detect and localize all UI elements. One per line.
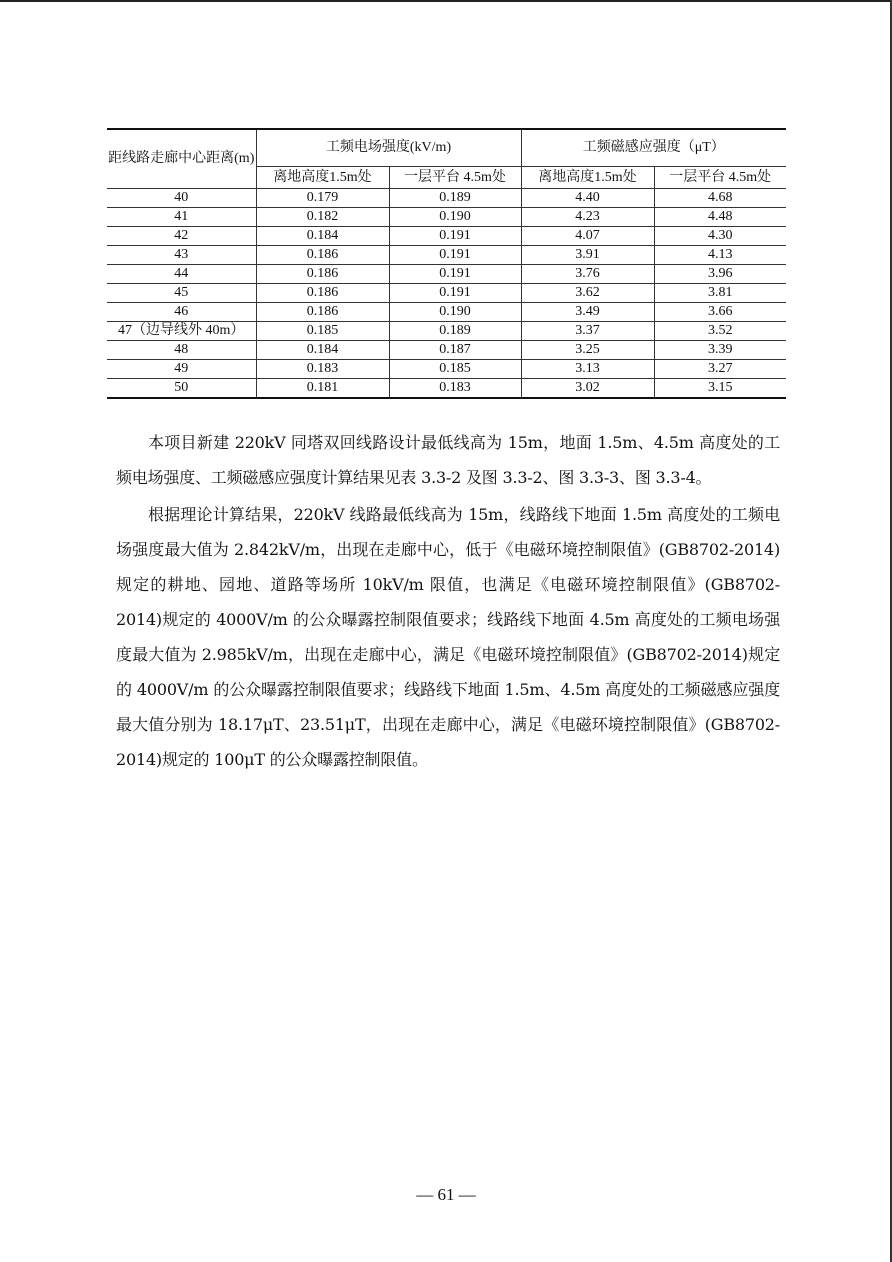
top-border-line xyxy=(0,0,892,2)
b-field-4-5m-cell: 3.39 xyxy=(654,341,786,360)
b-field-4-5m-cell: 3.96 xyxy=(654,265,786,284)
paragraph-2 xyxy=(116,497,780,777)
e-field-1-5m-cell: 0.186 xyxy=(256,303,389,322)
e-field-1-5m-cell: 0.186 xyxy=(256,246,389,265)
b-field-4-5m-cell: 3.15 xyxy=(654,379,786,399)
table-row xyxy=(107,208,786,227)
distance-cell: 40 xyxy=(107,189,256,208)
header-distance: 距线路走廊中心距离(m) xyxy=(107,129,256,189)
table-body xyxy=(107,189,786,399)
header-e-field: 工频电场强度(kV/m) xyxy=(256,129,521,167)
distance-cell: 41 xyxy=(107,208,256,227)
header-b-field: 工频磁感应强度（μT） xyxy=(521,129,786,167)
e-field-4-5m-cell: 0.191 xyxy=(389,284,521,303)
distance-cell: 46 xyxy=(107,303,256,322)
table-row xyxy=(107,227,786,246)
table-row xyxy=(107,246,786,265)
distance-cell: 44 xyxy=(107,265,256,284)
table-row xyxy=(107,189,786,208)
e-field-4-5m-cell: 0.191 xyxy=(389,246,521,265)
table-row xyxy=(107,322,786,341)
e-field-4-5m-cell: 0.191 xyxy=(389,227,521,246)
b-field-1-5m-cell: 3.02 xyxy=(521,379,654,399)
b-field-1-5m-cell: 4.07 xyxy=(521,227,654,246)
subheader-b-4-5m: 一层平台 4.5m处 xyxy=(654,167,786,189)
table-row xyxy=(107,341,786,360)
e-field-4-5m-cell: 0.183 xyxy=(389,379,521,399)
b-field-4-5m-cell: 4.30 xyxy=(654,227,786,246)
paragraph-1-text: 本项目新建 220kV 同塔双回线路设计最低线高为 15m，地面 1.5m、4.5m 高度处的工频电场强度、工频磁感应强度计算结果见表 3.3-2 及图 3.3-2、图 3.3-3、图 3.3-4。 xyxy=(116,433,780,487)
e-field-1-5m-cell: 0.186 xyxy=(256,284,389,303)
distance-cell: 49 xyxy=(107,360,256,379)
b-field-4-5m-cell: 3.27 xyxy=(654,360,786,379)
e-field-4-5m-cell: 0.189 xyxy=(389,189,521,208)
subheader-e-4-5m: 一层平台 4.5m处 xyxy=(389,167,521,189)
b-field-1-5m-cell: 4.23 xyxy=(521,208,654,227)
e-field-4-5m-cell: 0.190 xyxy=(389,208,521,227)
table-row xyxy=(107,303,786,322)
b-field-1-5m-cell: 3.91 xyxy=(521,246,654,265)
b-field-4-5m-cell: 3.81 xyxy=(654,284,786,303)
e-field-1-5m-cell: 0.184 xyxy=(256,341,389,360)
subheader-b-1-5m: 离地高度1.5m处 xyxy=(521,167,654,189)
e-field-4-5m-cell: 0.187 xyxy=(389,341,521,360)
b-field-4-5m-cell: 3.66 xyxy=(654,303,786,322)
e-field-1-5m-cell: 0.186 xyxy=(256,265,389,284)
e-field-1-5m-cell: 0.185 xyxy=(256,322,389,341)
b-field-4-5m-cell: 4.48 xyxy=(654,208,786,227)
subheader-e-1-5m: 离地高度1.5m处 xyxy=(256,167,389,189)
distance-cell: 45 xyxy=(107,284,256,303)
b-field-1-5m-cell: 3.49 xyxy=(521,303,654,322)
e-field-1-5m-cell: 0.179 xyxy=(256,189,389,208)
e-field-4-5m-cell: 0.189 xyxy=(389,322,521,341)
b-field-1-5m-cell: 3.37 xyxy=(521,322,654,341)
table-row xyxy=(107,360,786,379)
table-header-row xyxy=(107,129,786,167)
e-field-4-5m-cell: 0.185 xyxy=(389,360,521,379)
table-row xyxy=(107,379,786,399)
table-row xyxy=(107,265,786,284)
distance-cell: 43 xyxy=(107,246,256,265)
b-field-1-5m-cell: 3.62 xyxy=(521,284,654,303)
b-field-1-5m-cell: 3.76 xyxy=(521,265,654,284)
b-field-4-5m-cell: 3.52 xyxy=(654,322,786,341)
distance-cell: 48 xyxy=(107,341,256,360)
b-field-4-5m-cell: 4.68 xyxy=(654,189,786,208)
e-field-1-5m-cell: 0.182 xyxy=(256,208,389,227)
e-field-1-5m-cell: 0.183 xyxy=(256,360,389,379)
distance-cell: 50 xyxy=(107,379,256,399)
e-field-4-5m-cell: 0.190 xyxy=(389,303,521,322)
b-field-1-5m-cell: 4.40 xyxy=(521,189,654,208)
paragraph-2-text: 根据理论计算结果，220kV 线路最低线高为 15m，线路线下地面 1.5m 高度处的工频电场强度最大值为 2.842kV/m，出现在走廊中心，低于《电磁环境控制限值》(GB8702-2014)规定的耕地、园地、道路等场所 10kV/m 限值，也满足《电磁环境控制限值》(GB8702-2014)规定的 4000V/m 的公众曝露控制限值要求；线路线下地面 4.5m 高度处的工频电场强度最大值为 2.985kV/m，出现在走廊中心，满足《电磁环境控制限值》(GB8702-2014)规定的 4000V/m 的公众曝露控制限值要求；线路线下地面 1.5m、4.5m 高度处的工频磁感应强度最大值分别为 18.17μT、23.51μT，出现在走廊中心，满足《电磁环境控制限值》(GB8702-2014)规定的 100μT 的公众曝露控制限值。 xyxy=(116,505,780,769)
page-number: — 61 — xyxy=(416,1185,476,1204)
table-row xyxy=(107,284,786,303)
distance-cell: 42 xyxy=(107,227,256,246)
b-field-1-5m-cell: 3.13 xyxy=(521,360,654,379)
e-field-1-5m-cell: 0.181 xyxy=(256,379,389,399)
e-field-1-5m-cell: 0.184 xyxy=(256,227,389,246)
e-field-4-5m-cell: 0.191 xyxy=(389,265,521,284)
paragraph-1 xyxy=(116,425,780,495)
b-field-1-5m-cell: 3.25 xyxy=(521,341,654,360)
field-strength-table xyxy=(107,128,786,399)
b-field-4-5m-cell: 4.13 xyxy=(654,246,786,265)
distance-cell: 47（边导线外 40m） xyxy=(107,322,256,341)
